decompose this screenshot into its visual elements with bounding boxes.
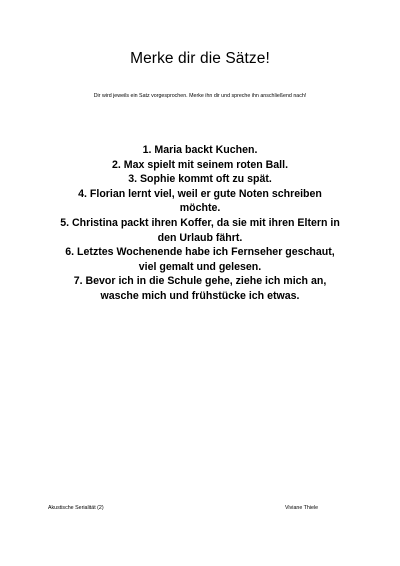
sentence-line: 1. Maria backt Kuchen. [142, 144, 258, 156]
sentence-item [0, 274, 400, 303]
sentence-line: möchte. [179, 202, 221, 215]
sentence-item [0, 172, 400, 187]
sentence-line: viel gemalt und gelesen. [138, 260, 262, 273]
sentence-item [0, 187, 400, 216]
footer-right-text: Viviane Thiele [285, 505, 319, 511]
sentence-item [0, 158, 400, 173]
sentence-line: 7. Bevor ich in die Schule gehe, ziehe ich mich an, [73, 275, 327, 288]
sentence-line: 6. Letztes Wochenende habe ich Fernseher geschaut, [65, 246, 335, 259]
sentence-line: 3. Sophie kommt oft zu spät. [128, 173, 272, 186]
sentence-list [0, 143, 400, 304]
sentence-line: 2. Max spielt mit seinem roten Ball. [111, 158, 289, 171]
sentence-item [0, 245, 400, 274]
page-title: Merke dir die Sätze! [130, 50, 270, 67]
sentence-line: wasche mich und frühstücke ich etwas. [100, 289, 300, 302]
sentence-item [0, 143, 400, 158]
sentence-line: 5. Christina packt ihren Koffer, da sie mit ihren Eltern in [60, 216, 340, 229]
sentence-line: den Urlaub fährt. [157, 231, 243, 244]
instruction-text: Dir wird jeweils ein Satz vorgesprochen. Merke ihn dir und spreche ihn anschließend nach! [93, 93, 307, 99]
sentence-line: 4. Florian lernt viel, weil er gute Noten schreiben [78, 187, 322, 200]
sentence-item [0, 216, 400, 245]
footer-left-text: Akustische Serialität (2) [48, 505, 104, 511]
